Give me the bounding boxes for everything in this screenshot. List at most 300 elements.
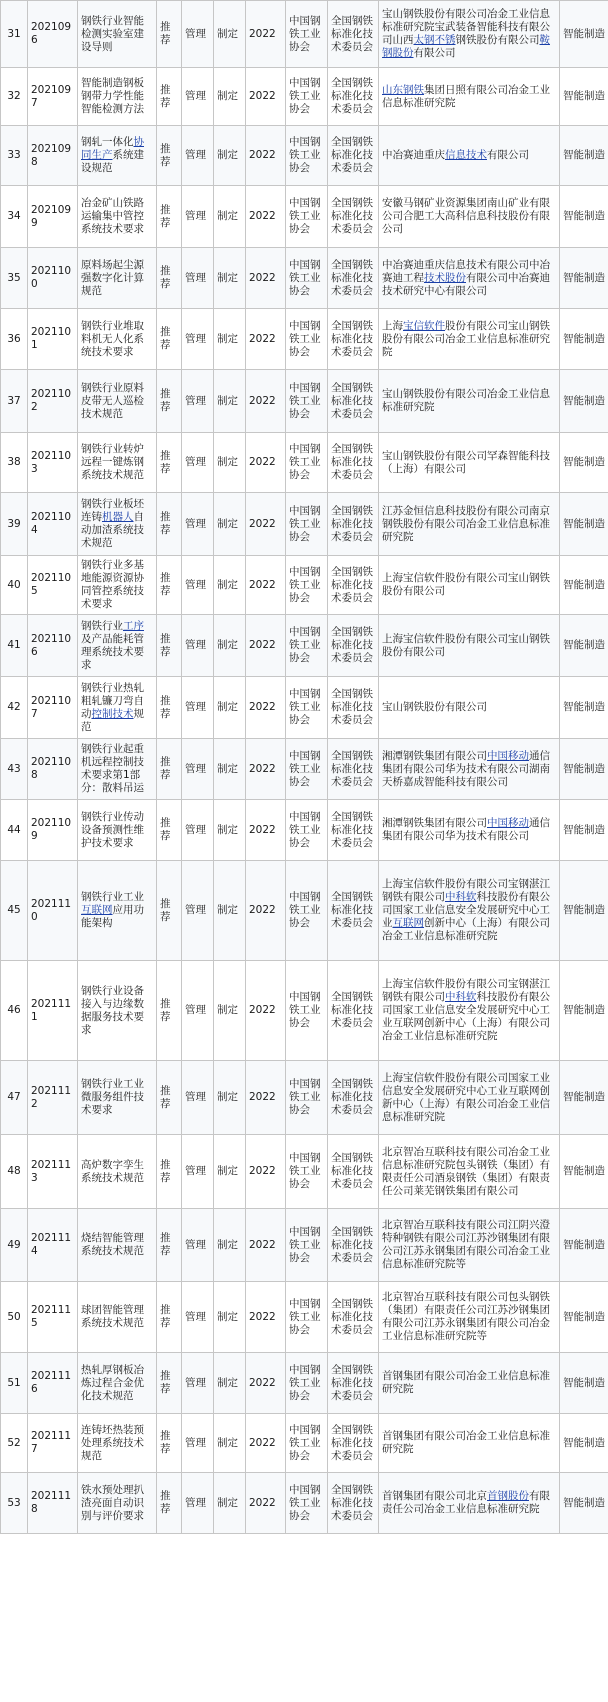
- keyword-link[interactable]: 鞍钢股份: [382, 34, 550, 59]
- plan-code: 2021110: [28, 861, 78, 961]
- field-category: 智能制造: [560, 739, 608, 800]
- standard-nature: 推荐: [157, 186, 182, 248]
- standard-name-text: 钢铁行业转炉远程一键炼钢系统技术规范: [81, 443, 144, 481]
- field-category: 智能制造: [560, 248, 608, 309]
- organization-text: 宝山钢铁股份有限公司: [382, 701, 487, 713]
- standard-name-text: 钢铁行业堆取料机无人化系统技术要求: [81, 319, 144, 358]
- row-number: 49: [1, 1209, 28, 1282]
- proposing-unit: 中国钢铁工业协会: [286, 1473, 328, 1534]
- row-number: 36: [1, 309, 28, 370]
- standard-type: 管理: [182, 556, 214, 615]
- plan-code: 2021103: [28, 433, 78, 493]
- field-category: 智能制造: [560, 1209, 608, 1282]
- revision-type: 制定: [214, 1282, 246, 1353]
- technical-committee: 全国钢铁标准化技术委员会: [328, 1209, 379, 1282]
- table-row: [1, 433, 608, 493]
- technical-committee: 全国钢铁标准化技术委员会: [328, 309, 379, 370]
- table-row: [1, 800, 608, 861]
- field-category: 智能制造: [560, 186, 608, 248]
- keyword-link[interactable]: 技术股份: [424, 271, 466, 284]
- organization-text: 通信集团有限公司华为技术有限公司湖南天桥嘉成智能科技有限公司: [382, 749, 550, 788]
- standard-name-text: 钢铁行业工业微服务组件技术要求: [81, 1078, 144, 1116]
- organization-text: 首钢集团有限公司北京: [382, 1490, 487, 1502]
- keyword-link[interactable]: 互联网: [81, 904, 113, 916]
- drafting-organizations: [379, 309, 560, 370]
- revision-type: 制定: [214, 433, 246, 493]
- row-number: 33: [1, 126, 28, 186]
- completion-year: 2022: [246, 1473, 286, 1534]
- proposing-unit: 中国钢铁工业协会: [286, 1353, 328, 1414]
- table-row: [1, 370, 608, 433]
- organization-text: 湘潭钢铁集团有限公司: [382, 749, 487, 762]
- proposing-unit: 中国钢铁工业协会: [286, 493, 328, 556]
- row-number: 40: [1, 556, 28, 615]
- standard-name-text: 原料场起尘源强数字化计算规范: [81, 258, 144, 297]
- proposing-unit: 中国钢铁工业协会: [286, 556, 328, 615]
- drafting-organizations: [379, 1061, 560, 1135]
- proposing-unit: 中国钢铁工业协会: [286, 861, 328, 961]
- organization-text: 上海宝信软件股份有限公司宝山钢铁股份有限公司: [382, 632, 550, 658]
- keyword-link[interactable]: 中国移动: [487, 749, 529, 762]
- organization-text: 有限公司: [413, 47, 456, 59]
- technical-committee: 全国钢铁标准化技术委员会: [328, 861, 379, 961]
- proposing-unit: 中国钢铁工业协会: [286, 1135, 328, 1209]
- revision-type: 制定: [214, 800, 246, 861]
- technical-committee: 全国钢铁标准化技术委员会: [328, 433, 379, 493]
- completion-year: 2022: [246, 615, 286, 677]
- row-number: 51: [1, 1353, 28, 1414]
- proposing-unit: 中国钢铁工业协会: [286, 68, 328, 126]
- revision-type: 制定: [214, 1353, 246, 1414]
- organization-text: 上海宝信软件股份有限公司宝钢湛江钢铁有限公司: [382, 878, 550, 903]
- standard-name-text: 及产品能耗管理系统技术要求: [81, 632, 144, 671]
- standard-type: 管理: [182, 1, 214, 68]
- completion-year: 2022: [246, 370, 286, 433]
- table-row: [1, 861, 608, 961]
- standard-nature: 推荐: [157, 1414, 182, 1473]
- field-category: 智能制造: [560, 556, 608, 615]
- technical-committee: 全国钢铁标准化技术委员会: [328, 248, 379, 309]
- standard-name: [78, 1135, 157, 1209]
- organization-text: 有限责任公司冶金工业信息标准研究院: [382, 1490, 550, 1515]
- plan-code: 2021106: [28, 615, 78, 677]
- organization-text: 集团日照有限公司冶金工业信息标准研究院: [382, 83, 550, 109]
- organization-text: 宝山钢铁股份有限公司冶金工业信息标准研究院宝武装备智能科技有限公司山西: [382, 8, 550, 46]
- plan-code: 2021115: [28, 1282, 78, 1353]
- row-number: 45: [1, 861, 28, 961]
- plan-code: 2021098: [28, 126, 78, 186]
- standard-name-text: 钢铁行业板坯连铸: [81, 498, 144, 523]
- technical-committee: 全国钢铁标准化技术委员会: [328, 677, 379, 739]
- standard-name-text: 冶金矿山铁路运输集中管控系统技术要求: [81, 197, 144, 235]
- technical-committee: 全国钢铁标准化技术委员会: [328, 1473, 379, 1534]
- drafting-organizations: [379, 1135, 560, 1209]
- standard-name: [78, 1209, 157, 1282]
- completion-year: 2022: [246, 68, 286, 126]
- revision-type: 制定: [214, 370, 246, 433]
- table-row: [1, 1135, 608, 1209]
- revision-type: 制定: [214, 1061, 246, 1135]
- plan-code: 2021099: [28, 186, 78, 248]
- field-category: 智能制造: [560, 1473, 608, 1534]
- field-category: 智能制造: [560, 1061, 608, 1135]
- standard-nature: 推荐: [157, 68, 182, 126]
- organization-text: 钢铁股份有限公司: [455, 34, 540, 46]
- completion-year: 2022: [246, 1282, 286, 1353]
- table-row: [1, 1282, 608, 1353]
- table-row: [1, 556, 608, 615]
- revision-type: 制定: [214, 248, 246, 309]
- standard-nature: 推荐: [157, 677, 182, 739]
- drafting-organizations: [379, 493, 560, 556]
- proposing-unit: 中国钢铁工业协会: [286, 615, 328, 677]
- proposing-unit: 中国钢铁工业协会: [286, 309, 328, 370]
- row-number: 46: [1, 961, 28, 1061]
- standard-name: [78, 1414, 157, 1473]
- technical-committee: 全国钢铁标准化技术委员会: [328, 1282, 379, 1353]
- table-row: [1, 493, 608, 556]
- proposing-unit: 中国钢铁工业协会: [286, 961, 328, 1061]
- table-row: [1, 677, 608, 739]
- standard-type: 管理: [182, 615, 214, 677]
- plan-code: 2021107: [28, 677, 78, 739]
- standard-nature: 推荐: [157, 1, 182, 68]
- organization-text: 中冶赛迪重庆: [382, 149, 445, 161]
- field-category: 智能制造: [560, 68, 608, 126]
- completion-year: 2022: [246, 493, 286, 556]
- completion-year: 2022: [246, 1061, 286, 1135]
- revision-type: 制定: [214, 861, 246, 961]
- table-row: [1, 309, 608, 370]
- keyword-link[interactable]: 控制技术: [91, 707, 134, 720]
- standard-nature: 推荐: [157, 1353, 182, 1414]
- field-category: 智能制造: [560, 126, 608, 186]
- standard-name-text: 钢铁行业热轧粗轧镰刀弯自动: [81, 681, 144, 720]
- keyword-link[interactable]: 机器人: [102, 511, 134, 523]
- plan-code: 2021111: [28, 961, 78, 1061]
- plan-code: 2021109: [28, 800, 78, 861]
- completion-year: 2022: [246, 1209, 286, 1282]
- standard-name: [78, 126, 157, 186]
- standard-type: 管理: [182, 1135, 214, 1209]
- revision-type: 制定: [214, 1473, 246, 1534]
- proposing-unit: 中国钢铁工业协会: [286, 126, 328, 186]
- standard-name-text: 烧结智能管理系统技术规范: [81, 1232, 144, 1257]
- completion-year: 2022: [246, 556, 286, 615]
- table-body: [1, 1, 608, 1534]
- standard-type: 管理: [182, 68, 214, 126]
- standard-name-text: 热轧厚钢板冶炼过程合金优化技术规范: [81, 1363, 144, 1402]
- standard-nature: 推荐: [157, 1061, 182, 1135]
- field-category: 智能制造: [560, 493, 608, 556]
- field-category: 智能制造: [560, 1, 608, 68]
- proposing-unit: 中国钢铁工业协会: [286, 248, 328, 309]
- drafting-organizations: [379, 126, 560, 186]
- technical-committee: 全国钢铁标准化技术委员会: [328, 556, 379, 615]
- standard-type: 管理: [182, 1282, 214, 1353]
- keyword-link[interactable]: 太钢不锈: [413, 34, 456, 46]
- revision-type: 制定: [214, 126, 246, 186]
- standard-name-text: 规范: [81, 707, 144, 733]
- proposing-unit: 中国钢铁工业协会: [286, 1414, 328, 1473]
- technical-committee: 全国钢铁标准化技术委员会: [328, 370, 379, 433]
- completion-year: 2022: [246, 309, 286, 370]
- field-category: 智能制造: [560, 677, 608, 739]
- proposing-unit: 中国钢铁工业协会: [286, 800, 328, 861]
- row-number: 34: [1, 186, 28, 248]
- standard-type: 管理: [182, 1353, 214, 1414]
- standard-name: [78, 739, 157, 800]
- field-category: 智能制造: [560, 370, 608, 433]
- table-row: [1, 186, 608, 248]
- proposing-unit: 中国钢铁工业协会: [286, 1061, 328, 1135]
- keyword-link[interactable]: 中国移动: [487, 817, 529, 829]
- standard-name: [78, 1282, 157, 1353]
- standard-name: [78, 1473, 157, 1534]
- technical-committee: 全国钢铁标准化技术委员会: [328, 1135, 379, 1209]
- standard-nature: 推荐: [157, 861, 182, 961]
- drafting-organizations: [379, 1, 560, 68]
- row-number: 44: [1, 800, 28, 861]
- organization-text: 安徽马钢矿业资源集团南山矿业有限公司合肥工大高科信息科技股份有限公司: [382, 197, 550, 235]
- plan-code: 2021102: [28, 370, 78, 433]
- organization-text: 中冶赛迪重庆信息技术有限公司中冶赛迪工程: [382, 258, 550, 284]
- standard-name-text: 钢铁行业传动设备预测性维护技术要求: [81, 810, 144, 849]
- row-number: 53: [1, 1473, 28, 1534]
- proposing-unit: 中国钢铁工业协会: [286, 677, 328, 739]
- standard-name: [78, 309, 157, 370]
- completion-year: 2022: [246, 433, 286, 493]
- revision-type: 制定: [214, 186, 246, 248]
- drafting-organizations: [379, 677, 560, 739]
- proposing-unit: 中国钢铁工业协会: [286, 1, 328, 68]
- standard-nature: 推荐: [157, 1473, 182, 1534]
- proposing-unit: 中国钢铁工业协会: [286, 739, 328, 800]
- completion-year: 2022: [246, 1135, 286, 1209]
- organization-text: 科技股份有限公司国家工业信息安全发展研究中心工业: [382, 891, 550, 929]
- row-number: 52: [1, 1414, 28, 1473]
- proposing-unit: 中国钢铁工业协会: [286, 370, 328, 433]
- revision-type: 制定: [214, 615, 246, 677]
- standard-name: [78, 1061, 157, 1135]
- table-row: [1, 248, 608, 309]
- standard-nature: 推荐: [157, 1282, 182, 1353]
- technical-committee: 全国钢铁标准化技术委员会: [328, 1, 379, 68]
- drafting-organizations: [379, 68, 560, 126]
- standard-name: [78, 800, 157, 861]
- organization-text: 湘潭钢铁集团有限公司: [382, 817, 487, 829]
- technical-committee: 全国钢铁标准化技术委员会: [328, 615, 379, 677]
- organization-text: 宝山钢铁股份有限公司冶金工业信息标准研究院: [382, 388, 550, 413]
- drafting-organizations: [379, 961, 560, 1061]
- keyword-link[interactable]: 山东钢铁: [382, 83, 424, 96]
- completion-year: 2022: [246, 861, 286, 961]
- revision-type: 制定: [214, 739, 246, 800]
- drafting-organizations: [379, 739, 560, 800]
- standard-nature: 推荐: [157, 370, 182, 433]
- table-row: [1, 1353, 608, 1414]
- table-row: [1, 1473, 608, 1534]
- field-category: 智能制造: [560, 800, 608, 861]
- field-category: 智能制造: [560, 309, 608, 370]
- standard-name: [78, 615, 157, 677]
- standard-name-text: 铁水预处理扒渣亮面自动识别与评价要求: [81, 1483, 144, 1522]
- revision-type: 制定: [214, 1209, 246, 1282]
- drafting-organizations: [379, 1353, 560, 1414]
- completion-year: 2022: [246, 961, 286, 1061]
- revision-type: 制定: [214, 68, 246, 126]
- keyword-link[interactable]: 中科软: [445, 991, 477, 1003]
- drafting-organizations: [379, 800, 560, 861]
- row-number: 48: [1, 1135, 28, 1209]
- drafting-organizations: [379, 1414, 560, 1473]
- standard-type: 管理: [182, 861, 214, 961]
- standard-name: [78, 370, 157, 433]
- standard-type: 管理: [182, 677, 214, 739]
- row-number: 39: [1, 493, 28, 556]
- drafting-organizations: [379, 433, 560, 493]
- technical-committee: 全国钢铁标准化技术委员会: [328, 126, 379, 186]
- completion-year: 2022: [246, 1353, 286, 1414]
- organization-text: 江苏金恒信息科技股份有限公司南京钢铁股份有限公司冶金工业信息标准研究院: [382, 504, 550, 543]
- standard-name-text: 智能制造钢板钢带力学性能智能检测方法: [81, 77, 144, 115]
- standard-type: 管理: [182, 961, 214, 1061]
- standard-name-text: 高炉数字孪生系统技术规范: [81, 1158, 144, 1184]
- table-row: [1, 739, 608, 800]
- proposing-unit: 中国钢铁工业协会: [286, 1209, 328, 1282]
- field-category: 智能制造: [560, 961, 608, 1061]
- plan-code: 2021116: [28, 1353, 78, 1414]
- keyword-link[interactable]: 协同生产: [81, 136, 144, 161]
- standard-nature: 推荐: [157, 556, 182, 615]
- field-category: 智能制造: [560, 615, 608, 677]
- row-number: 38: [1, 433, 28, 493]
- standard-type: 管理: [182, 248, 214, 309]
- organization-text: 宝山钢铁股份有限公司罕森智能科技（上海）有限公司: [382, 449, 550, 475]
- keyword-link[interactable]: 中科软: [445, 891, 477, 903]
- field-category: 智能制造: [560, 1282, 608, 1353]
- standard-nature: 推荐: [157, 309, 182, 370]
- revision-type: 制定: [214, 493, 246, 556]
- standard-name-text: 系统建设规范: [81, 149, 144, 174]
- plan-code: 2021100: [28, 248, 78, 309]
- standard-type: 管理: [182, 1473, 214, 1534]
- standard-name-text: 应用功能架构: [81, 904, 144, 929]
- standard-name: [78, 677, 157, 739]
- organization-text: 有限公司中冶赛迪技术研究中心有限公司: [382, 271, 550, 297]
- plan-code: 2021117: [28, 1414, 78, 1473]
- standard-nature: 推荐: [157, 126, 182, 186]
- standard-name-text: 钢铁行业设备接入与边缘数据服务技术要求: [81, 984, 144, 1036]
- plan-code: 2021108: [28, 739, 78, 800]
- row-number: 43: [1, 739, 28, 800]
- organization-text: 上海宝信软件股份有限公司国家工业信息安全发展研究中心工业互联网创新中心（上海）有限公司冶金工业信息标准研究院: [382, 1071, 550, 1123]
- row-number: 41: [1, 615, 28, 677]
- organization-text: 创新中心（上海）有限公司冶金工业信息标准研究院: [382, 917, 550, 942]
- drafting-organizations: [379, 248, 560, 309]
- organization-text: 通信集团有限公司华为技术有限公司: [382, 817, 550, 842]
- completion-year: 2022: [246, 1, 286, 68]
- row-number: 31: [1, 1, 28, 68]
- keyword-link[interactable]: 宝信软件: [403, 319, 445, 332]
- keyword-link[interactable]: 首钢股份: [487, 1490, 529, 1502]
- revision-type: 制定: [214, 1135, 246, 1209]
- standard-name: [78, 186, 157, 248]
- row-number: 37: [1, 370, 28, 433]
- revision-type: 制定: [214, 1, 246, 68]
- standard-type: 管理: [182, 1209, 214, 1282]
- table-row: [1, 615, 608, 677]
- standard-name-text: 钢铁行业: [81, 619, 123, 632]
- standard-type: 管理: [182, 800, 214, 861]
- organization-text: 科技股份有限公司国家工业信息安全发展研究中心工业互联网创新中心（上海）有限公司冶金工业信息标准研究院: [382, 991, 550, 1042]
- drafting-organizations: [379, 615, 560, 677]
- standard-type: 管理: [182, 1061, 214, 1135]
- organization-text: 北京智冶互联科技有限公司包头钢铁（集团）有限责任公司江苏沙钢集团有限公司江苏永钢集团有限公司冶金工业信息标准研究院等: [382, 1291, 550, 1342]
- standard-type: 管理: [182, 493, 214, 556]
- plan-code: 2021101: [28, 309, 78, 370]
- standard-name-text: 钢铁行业起重机远程控制技术要求第1部分：散料吊运: [81, 743, 144, 794]
- standard-nature: 推荐: [157, 1135, 182, 1209]
- standard-name-text: 连铸坯热装预处理系统技术规范: [81, 1423, 144, 1462]
- drafting-organizations: [379, 556, 560, 615]
- standard-nature: 推荐: [157, 615, 182, 677]
- technical-committee: 全国钢铁标准化技术委员会: [328, 1414, 379, 1473]
- drafting-organizations: [379, 370, 560, 433]
- organization-text: 上海宝信软件股份有限公司宝山钢铁股份有限公司: [382, 572, 550, 597]
- table-row: [1, 1, 608, 68]
- keyword-link[interactable]: 信息技术: [445, 149, 487, 161]
- table-row: [1, 126, 608, 186]
- plan-code: 2021118: [28, 1473, 78, 1534]
- table-row: [1, 1209, 608, 1282]
- standard-nature: 推荐: [157, 739, 182, 800]
- completion-year: 2022: [246, 739, 286, 800]
- standard-type: 管理: [182, 739, 214, 800]
- technical-committee: 全国钢铁标准化技术委员会: [328, 739, 379, 800]
- field-category: 智能制造: [560, 861, 608, 961]
- completion-year: 2022: [246, 126, 286, 186]
- technical-committee: 全国钢铁标准化技术委员会: [328, 1353, 379, 1414]
- standard-nature: 推荐: [157, 248, 182, 309]
- plan-code: 2021104: [28, 493, 78, 556]
- keyword-link[interactable]: 互联网: [392, 917, 424, 929]
- revision-type: 制定: [214, 556, 246, 615]
- revision-type: 制定: [214, 961, 246, 1061]
- standard-name: [78, 68, 157, 126]
- revision-type: 制定: [214, 1414, 246, 1473]
- plan-code: 2021114: [28, 1209, 78, 1282]
- standard-type: 管理: [182, 126, 214, 186]
- organization-text: 北京智冶互联科技有限公司江阴兴澄特种钢铁有限公司江苏沙钢集团有限公司江苏永钢集团有限公司冶金工业信息标准研究院等: [382, 1219, 550, 1270]
- drafting-organizations: [379, 861, 560, 961]
- standard-name: [78, 861, 157, 961]
- standard-nature: 推荐: [157, 961, 182, 1061]
- standard-name-text: 球团智能管理系统技术规范: [81, 1304, 144, 1329]
- field-category: 智能制造: [560, 433, 608, 493]
- technical-committee: 全国钢铁标准化技术委员会: [328, 800, 379, 861]
- organization-text: 北京智冶互联科技有限公司冶金工业信息标准研究院包头钢铁（集团）有限责任公司酒泉钢铁（集团）有限责任公司莱芜钢铁集团有限公司: [382, 1145, 550, 1197]
- standard-name: [78, 1, 157, 68]
- row-number: 50: [1, 1282, 28, 1353]
- completion-year: 2022: [246, 1414, 286, 1473]
- field-category: 智能制造: [560, 1414, 608, 1473]
- table-row: [1, 1061, 608, 1135]
- row-number: 42: [1, 677, 28, 739]
- keyword-link[interactable]: 工序: [123, 619, 144, 632]
- proposing-unit: 中国钢铁工业协会: [286, 433, 328, 493]
- standard-name-text: 钢铁行业工业: [81, 891, 144, 903]
